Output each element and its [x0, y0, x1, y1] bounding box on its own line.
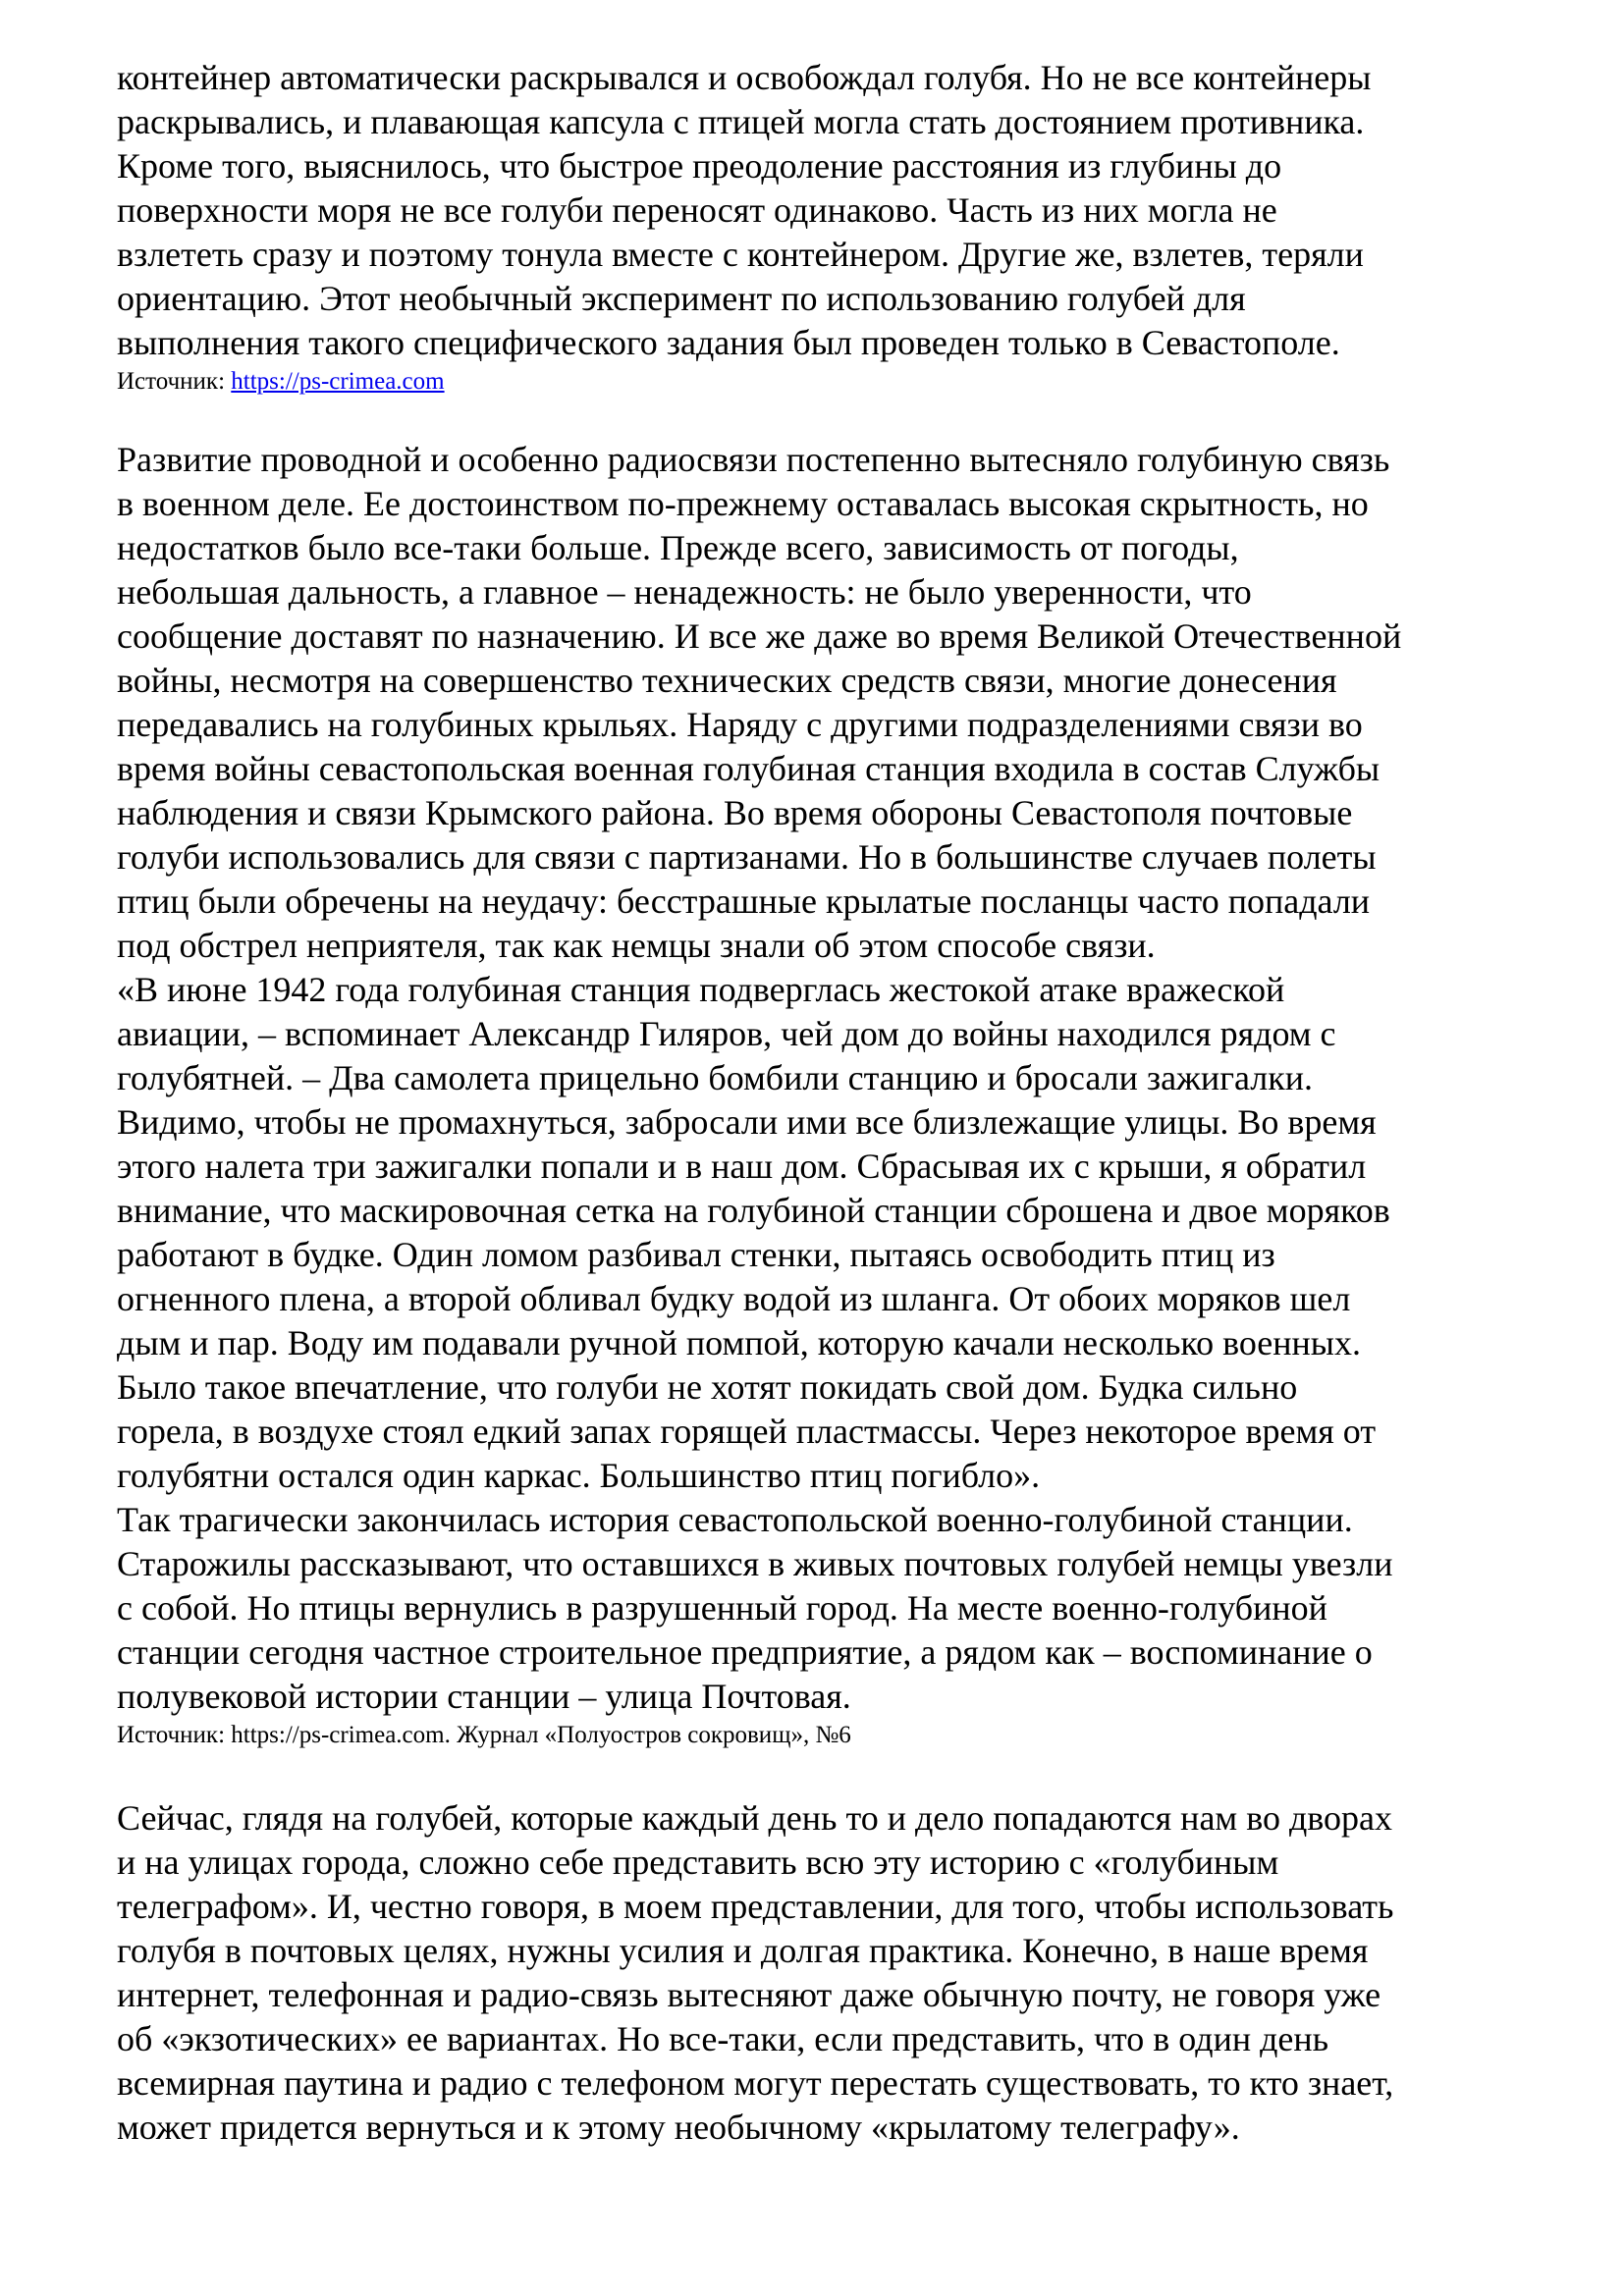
source-label: Источник: — [117, 368, 232, 395]
text-line: Развитие проводной и особенно радиосвязи постепенно вытесняло голубиную связь — [117, 440, 1390, 479]
text-line: авиации, – вспоминает Александр Гиляров, чей дом до войны находился рядом с — [117, 1014, 1336, 1053]
text-line: Сейчас, глядя на голубей, которые каждый день то и дело попадаются нам во дворах — [117, 1798, 1393, 1838]
text-line: под обстрел неприятеля, так как немцы знали об этом способе связи. — [117, 926, 1156, 965]
text-line: сообщение доставят по назначению. И все же даже во время Великой Отечественной — [117, 616, 1402, 656]
document-body — [117, 56, 1531, 2150]
paragraph-experiment-end — [117, 56, 1531, 365]
text-line: интернет, телефонная и радио-связь вытесняют даже обычную почту, не говоря уже — [117, 1975, 1381, 2014]
text-line: небольшая дальность, а главное – ненадежность: не было уверенности, что — [117, 572, 1252, 612]
spacer — [117, 399, 1531, 438]
source-link[interactable]: https://ps-crimea.com — [231, 368, 445, 395]
text-line: передавались на голубиных крыльях. Наряду с другими подразделениями связи во — [117, 705, 1363, 744]
text-line: взлететь сразу и поэтому тонула вместе с контейнером. Другие же, взлетев, теряли — [117, 235, 1364, 274]
text-line: в военном деле. Ее достоинством по-прежнему оставалась высокая скрытность, но — [117, 484, 1369, 523]
paragraph-conclusion — [117, 1796, 1531, 2150]
text-line: наблюдения и связи Крымского района. Во время обороны Севастополя почтовые — [117, 793, 1353, 832]
text-line: время войны севастопольская военная голубиная станция входила в состав Службы — [117, 749, 1380, 788]
text-line: птиц были обречены на неудачу: бесстрашные крылатые посланцы часто попадали — [117, 881, 1371, 921]
text-line: об «экзотических» ее вариантах. Но все-таки, если представить, что в один день — [117, 2019, 1329, 2058]
text-line: голубя в почтовых целях, нужны усилия и долгая практика. Конечно, в наше время — [117, 1931, 1369, 1970]
text-line: контейнер автоматически раскрывался и освобождал голубя. Но не все контейнеры — [117, 58, 1372, 97]
text-line: голуби использовались для связи с партизанами. Но в большинстве случаев полеты — [117, 837, 1377, 877]
text-line: и на улицах города, сложно себе представить всю эту историю с «голубиным — [117, 1842, 1279, 1882]
source-citation-2: Источник: https://ps-crimea.com. Журнал «Полуостров сокровищ», №6 — [117, 1722, 851, 1748]
text-line: ориентацию. Этот необычный эксперимент по использованию голубей для — [117, 279, 1246, 318]
text-line: Так трагически закончилась история севастопольской военно-голубиной станции. — [117, 1500, 1353, 1539]
text-line: полувековой истории станции – улица Почтовая. — [117, 1677, 851, 1716]
text-line: голубятни остался один каркас. Большинство птиц погибло». — [117, 1456, 1041, 1495]
text-line: с собой. Но птицы вернулись в разрушенный город. На месте военно-голубиной — [117, 1588, 1327, 1628]
text-line: внимание, что маскировочная сетка на голубиной станции сброшена и двое моряков — [117, 1191, 1390, 1230]
text-line: Старожилы рассказывают, что оставшихся в живых почтовых голубей немцы увезли — [117, 1544, 1393, 1583]
text-line: голубятней. – Два самолета прицельно бомбили станцию и бросали зажигалки. — [117, 1058, 1313, 1097]
text-line: всемирная паутина и радио с телефоном могут перестать существовать, то кто знает, — [117, 2063, 1394, 2103]
source-citation-1 — [117, 365, 1531, 399]
text-line: поверхности моря не все голуби переносят одинаково. Часть из них могла не — [117, 190, 1277, 230]
text-line: войны, несмотря на совершенство технических средств связи, многие донесения — [117, 661, 1337, 700]
text-line: «В июне 1942 года голубиная станция подверглась жестокой атаке вражеской — [117, 970, 1285, 1009]
text-line: Видимо, чтобы не промахнуться, забросали ими все близлежащие улицы. Во время — [117, 1102, 1377, 1142]
text-line: станции сегодня частное строительное предприятие, а рядом как – воспоминание о — [117, 1632, 1373, 1672]
text-line: работают в будке. Один ломом разбивал стенки, пытаясь освободить птиц из — [117, 1235, 1275, 1274]
spacer — [117, 1752, 1531, 1796]
text-line: Было такое впечатление, что голуби не хотят покидать свой дом. Будка сильно — [117, 1367, 1298, 1407]
text-line: выполнения такого специфического задания был проведен только в Севастополе. — [117, 323, 1340, 362]
paragraph-war-history — [117, 438, 1531, 1719]
text-line: огненного плена, а второй обливал будку водой из шланга. От обоих моряков шел — [117, 1279, 1351, 1318]
text-line: этого налета три зажигалки попали и в наш дом. Сбрасывая их с крыши, я обратил — [117, 1147, 1367, 1186]
text-line: телеграфом». И, честно говоря, в моем представлении, для того, чтобы использовать — [117, 1887, 1394, 1926]
text-line: недостатков было все-таки больше. Прежде всего, зависимость от погоды, — [117, 528, 1239, 567]
text-line: горела, в воздухе стоял едкий запах горящей пластмассы. Через некоторое время от — [117, 1412, 1377, 1451]
text-line: может придется вернуться и к этому необычному «крылатому телеграфу». — [117, 2108, 1240, 2147]
text-line: раскрывались, и плавающая капсула с птицей могла стать достоянием противника. — [117, 102, 1365, 141]
text-line: Кроме того, выяснилось, что быстрое преодоление расстояния из глубины до — [117, 146, 1282, 186]
text-line: дым и пар. Воду им подавали ручной помпой, которую качали несколько военных. — [117, 1323, 1361, 1362]
